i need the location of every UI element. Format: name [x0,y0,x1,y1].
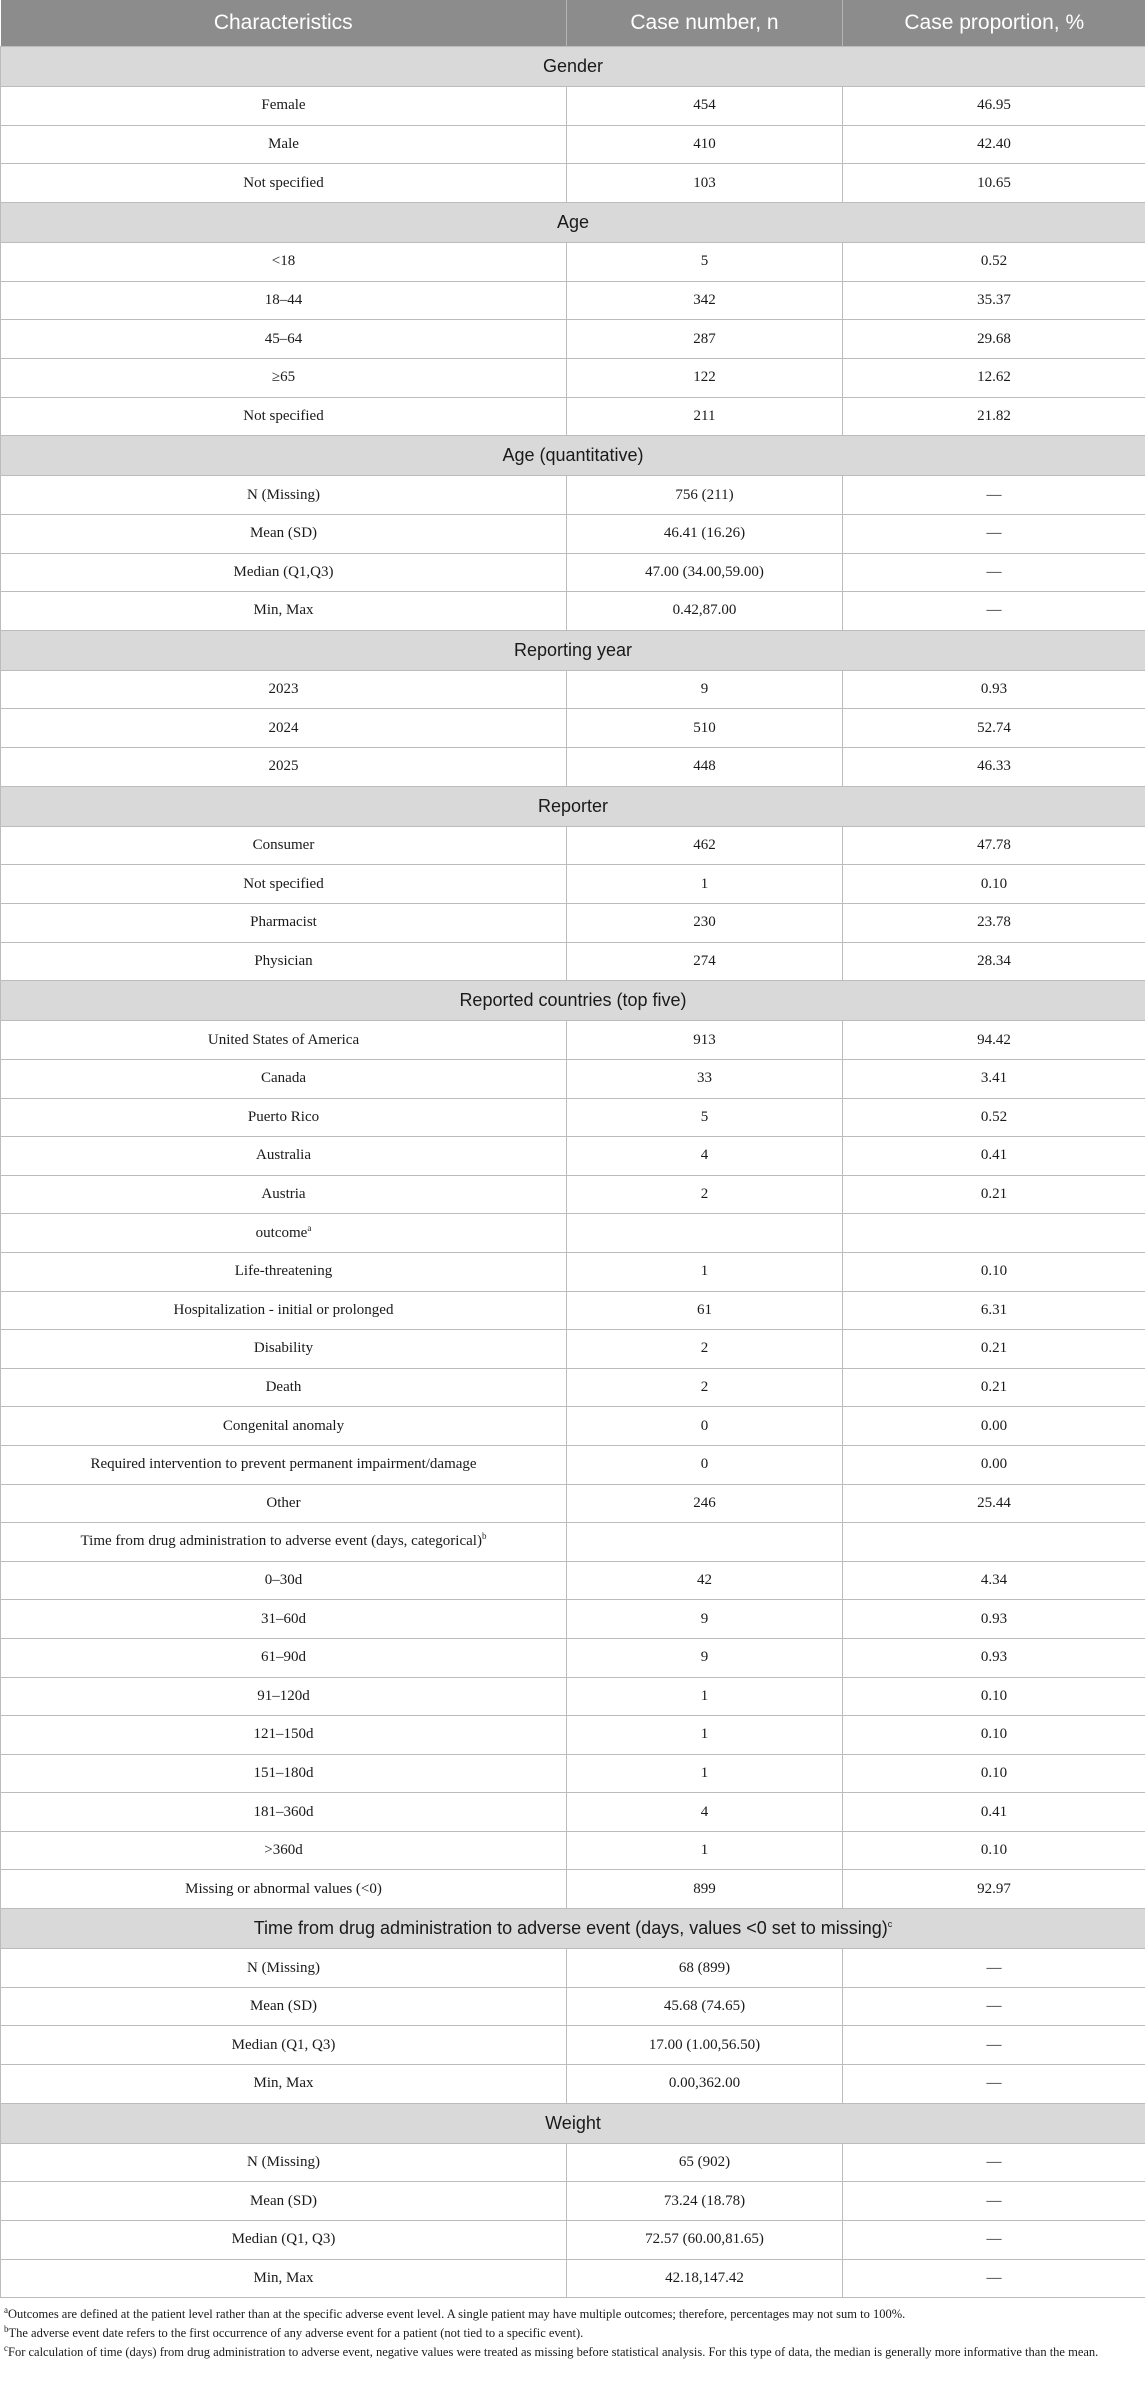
case-number-cell: 4 [567,1137,843,1176]
section-header-row [1,436,1145,476]
table-row [1,397,1145,436]
table-row [1,2259,1145,2298]
footnote-marker: b [481,1531,487,1542]
case-proportion-cell: 0.21 [843,1330,1145,1369]
section-title [1,981,1145,1021]
table-row [1,2221,1145,2260]
table-row [1,125,1145,164]
section-title-text: Age (quantitative) [502,445,644,466]
subheading-title [1,1214,567,1253]
case-proportion-cell: — [843,2259,1145,2298]
characteristic-cell: Hospitalization - initial or prolonged [1,1291,567,1330]
table-row [1,87,1145,126]
case-proportion-cell: 0.10 [843,1677,1145,1716]
characteristic-cell: <18 [1,243,567,282]
table-row [1,592,1145,631]
characteristic-cell: Missing or abnormal values (<0) [1,1870,567,1909]
table-row [1,1870,1145,1909]
case-proportion-cell: 0.21 [843,1368,1145,1407]
section-title [1,1909,1145,1949]
case-proportion-cell: 47.78 [843,826,1145,865]
subheading-title-text: outcome [255,1224,308,1241]
characteristic-cell: Life-threatening [1,1252,567,1291]
case-number-cell: 0 [567,1445,843,1484]
characteristic-cell: N (Missing) [1,2143,567,2182]
characteristic-cell: Pharmacist [1,904,567,943]
table-row [1,1831,1145,1870]
table-header-row [1,0,1145,47]
table-row [1,1098,1145,1137]
case-number-cell: 42 [567,1561,843,1600]
case-proportion-cell: 0.93 [843,1638,1145,1677]
characteristic-cell: Female [1,87,567,126]
case-proportion-cell: 25.44 [843,1484,1145,1523]
case-number-cell: 5 [567,1098,843,1137]
table-row [1,320,1145,359]
case-proportion-cell: 23.78 [843,904,1145,943]
characteristic-cell: 121–150d [1,1716,567,1755]
characteristic-cell: >360d [1,1831,567,1870]
footnote [4,2344,1141,2361]
case-proportion-cell: — [843,2026,1145,2065]
characteristic-cell: Mean (SD) [1,1987,567,2026]
case-number-cell: 211 [567,397,843,436]
case-proportion-cell: — [843,514,1145,553]
case-proportion-cell: 29.68 [843,320,1145,359]
characteristic-cell: 2024 [1,709,567,748]
case-proportion-cell: 4.34 [843,1561,1145,1600]
case-number-cell: 46.41 (16.26) [567,514,843,553]
table-row [1,1600,1145,1639]
table-row [1,2143,1145,2182]
footnotes [0,2298,1145,2361]
case-proportion-cell: 94.42 [843,1021,1145,1060]
case-number-cell: 0.00,362.00 [567,2065,843,2104]
characteristic-cell: Median (Q1,Q3) [1,553,567,592]
table-row [1,164,1145,203]
characteristic-cell: 61–90d [1,1638,567,1677]
characteristic-cell: Mean (SD) [1,514,567,553]
section-title-text: Time from drug administration to adverse event (days, values <0 set to missing) [253,1918,888,1939]
case-number-cell: 61 [567,1291,843,1330]
characteristic-cell: Physician [1,942,567,981]
case-number-cell: 122 [567,358,843,397]
table-row [1,1677,1145,1716]
characteristic-cell: Disability [1,1330,567,1369]
case-proportion-cell: 0.41 [843,1793,1145,1832]
case-number-cell: 1 [567,1831,843,1870]
table-body [1,47,1145,2298]
footnote [4,2325,1141,2342]
case-proportion-cell: 0.00 [843,1445,1145,1484]
case-proportion-cell: 42.40 [843,125,1145,164]
case-proportion-cell: 0.52 [843,243,1145,282]
case-proportion-cell: 0.00 [843,1407,1145,1446]
case-number-cell: 913 [567,1021,843,1060]
case-proportion-cell: — [843,2221,1145,2260]
characteristic-cell: United States of America [1,1021,567,1060]
table-row [1,1793,1145,1832]
subheading-row [1,1523,1145,1562]
case-proportion-cell: 0.10 [843,865,1145,904]
table-row [1,709,1145,748]
case-proportion-cell: — [843,2143,1145,2182]
section-title-text: Reporting year [513,639,633,660]
characteristic-cell: 151–180d [1,1754,567,1793]
characteristic-cell: Mean (SD) [1,2182,567,2221]
footnote-text: Outcomes are defined at the patient level rather than at the specific adverse event level. A single patient may have multiple outcomes; therefore, percentages may not sum to 100%. [8,2307,906,2322]
header-characteristics: Characteristics [1,0,567,47]
table-row [1,1368,1145,1407]
table-row [1,1407,1145,1446]
table-row [1,476,1145,515]
characteristic-cell: ≥65 [1,358,567,397]
case-proportion-cell: 6.31 [843,1291,1145,1330]
case-number-cell: 510 [567,709,843,748]
section-title-text: Reported countries (top five) [459,990,687,1011]
case-proportion-cell: — [843,2182,1145,2221]
table-row [1,1716,1145,1755]
subheading-title-text: Time from drug administration to adverse event (days, categorical) [80,1533,482,1550]
table-row [1,865,1145,904]
table-row [1,2065,1145,2104]
footnote-marker: c [4,2343,8,2354]
footnote [4,2306,1141,2323]
case-number-cell: 1 [567,1252,843,1291]
characteristic-cell: N (Missing) [1,1949,567,1988]
case-number-cell: 756 (211) [567,476,843,515]
section-title-text: Gender [542,56,604,77]
case-proportion-cell: 0.93 [843,1600,1145,1639]
characteristic-cell: Congenital anomaly [1,1407,567,1446]
case-number-cell: 1 [567,1716,843,1755]
case-number-cell: 1 [567,1754,843,1793]
footnote-text: The adverse event date refers to the first occurrence of any adverse event for a patient (not tied to a specific event). [8,2326,584,2341]
case-number-cell: 287 [567,320,843,359]
characteristic-cell: Death [1,1368,567,1407]
case-proportion-cell: — [843,592,1145,631]
case-number-cell: 2 [567,1368,843,1407]
case-proportion-cell: 92.97 [843,1870,1145,1909]
characteristic-cell: Not specified [1,164,567,203]
characteristic-cell: 2025 [1,748,567,787]
table-row [1,1060,1145,1099]
case-number-cell: 342 [567,281,843,320]
case-number-cell: 2 [567,1175,843,1214]
characteristic-cell: Not specified [1,397,567,436]
characteristic-cell: Median (Q1, Q3) [1,2221,567,2260]
case-number-cell: 4 [567,1793,843,1832]
case-proportion-cell: 12.62 [843,358,1145,397]
table-row [1,1252,1145,1291]
case-number-cell: 462 [567,826,843,865]
section-header-row [1,981,1145,1021]
table-row [1,1754,1145,1793]
case-number-cell: 9 [567,1600,843,1639]
case-proportion-cell: 46.33 [843,748,1145,787]
case-number-cell: 0.42,87.00 [567,592,843,631]
case-proportion-cell: — [843,2065,1145,2104]
table-row [1,1330,1145,1369]
characteristic-cell: Min, Max [1,592,567,631]
table-row [1,514,1145,553]
case-proportion-cell: 0.10 [843,1716,1145,1755]
characteristic-cell: Australia [1,1137,567,1176]
case-proportion-cell: — [843,553,1145,592]
case-number-cell: 899 [567,1870,843,1909]
section-header-row [1,202,1145,242]
case-number-cell: 73.24 (18.78) [567,2182,843,2221]
case-proportion-cell: 0.93 [843,670,1145,709]
table-row [1,281,1145,320]
case-proportion-cell: 35.37 [843,281,1145,320]
header-case-number: Case number, n [567,0,843,47]
section-title [1,202,1145,242]
table-row [1,1175,1145,1214]
case-proportion-cell: 10.65 [843,164,1145,203]
case-number-cell: 1 [567,1677,843,1716]
footnote-marker: c [887,1919,893,1930]
characteristic-cell: Austria [1,1175,567,1214]
section-header-row [1,47,1145,87]
case-number-cell: 9 [567,1638,843,1677]
table-row [1,2182,1145,2221]
case-number-cell: 448 [567,748,843,787]
section-header-row [1,630,1145,670]
table-row [1,1561,1145,1600]
characteristic-cell: Median (Q1, Q3) [1,2026,567,2065]
footnote-marker: a [4,2305,8,2316]
characteristic-cell: Canada [1,1060,567,1099]
characteristic-cell: Puerto Rico [1,1098,567,1137]
case-proportion-cell: 46.95 [843,87,1145,126]
case-number-cell: 17.00 (1.00,56.50) [567,2026,843,2065]
table-row [1,1291,1145,1330]
case-proportion-cell: — [843,1987,1145,2026]
header-case-proportion: Case proportion, % [843,0,1145,47]
case-number-cell: 9 [567,670,843,709]
characteristic-cell: Min, Max [1,2065,567,2104]
table-row [1,1137,1145,1176]
case-proportion-cell: 0.41 [843,1137,1145,1176]
subheading-row [1,1214,1145,1253]
table-row [1,243,1145,282]
section-header-row [1,2103,1145,2143]
table-row [1,1987,1145,2026]
characteristic-cell: 91–120d [1,1677,567,1716]
table-row [1,904,1145,943]
case-proportion-cell: — [843,1949,1145,1988]
footnote-marker: a [307,1222,312,1233]
characteristic-cell: 18–44 [1,281,567,320]
characteristic-cell: 181–360d [1,1793,567,1832]
table-row [1,826,1145,865]
case-proportion-cell: 0.21 [843,1175,1145,1214]
case-proportion-cell: 21.82 [843,397,1145,436]
case-proportion-cell: 3.41 [843,1060,1145,1099]
characteristic-cell: 2023 [1,670,567,709]
section-title-text: Age [556,212,590,233]
case-proportion-cell: — [843,476,1145,515]
table-row [1,942,1145,981]
case-number-cell: 42.18,147.42 [567,2259,843,2298]
section-title [1,47,1145,87]
characteristic-cell: 31–60d [1,1600,567,1639]
section-title [1,630,1145,670]
section-header-row [1,1909,1145,1949]
table-row [1,2026,1145,2065]
section-header-row [1,786,1145,826]
characteristic-cell: 0–30d [1,1561,567,1600]
characteristic-cell: N (Missing) [1,476,567,515]
case-number-cell: 65 (902) [567,2143,843,2182]
footnote-text: For calculation of time (days) from drug administration to adverse event, negative values were treated as missing before statistical analysis. For this type of data, the median is generally more informative than the mean. [8,2345,1099,2360]
table-row [1,358,1145,397]
table-row [1,553,1145,592]
characteristic-cell: 45–64 [1,320,567,359]
case-number-cell: 410 [567,125,843,164]
subheading-title [1,1523,567,1562]
table-row [1,1021,1145,1060]
section-title-text: Reporter [537,795,609,816]
empty-cell [843,1214,1145,1253]
characteristic-cell: Required intervention to prevent permanent impairment/damage [1,1445,567,1484]
empty-cell [843,1523,1145,1562]
case-number-cell: 33 [567,1060,843,1099]
case-number-cell: 103 [567,164,843,203]
characteristic-cell: Male [1,125,567,164]
table-row [1,1949,1145,1988]
table-row [1,1638,1145,1677]
table-row [1,748,1145,787]
case-number-cell: 45.68 (74.65) [567,1987,843,2026]
case-number-cell: 1 [567,865,843,904]
case-number-cell: 5 [567,243,843,282]
case-proportion-cell: 28.34 [843,942,1145,981]
case-number-cell: 230 [567,904,843,943]
table-row [1,1484,1145,1523]
section-title-text: Weight [545,2112,601,2133]
case-proportion-cell: 52.74 [843,709,1145,748]
characteristic-cell: Consumer [1,826,567,865]
case-number-cell: 68 (899) [567,1949,843,1988]
case-proportion-cell: 0.10 [843,1754,1145,1793]
case-number-cell: 47.00 (34.00,59.00) [567,553,843,592]
section-title [1,786,1145,826]
characteristic-cell: Other [1,1484,567,1523]
case-proportion-cell: 0.10 [843,1831,1145,1870]
case-number-cell: 72.57 (60.00,81.65) [567,2221,843,2260]
table-row [1,670,1145,709]
case-number-cell: 2 [567,1330,843,1369]
characteristic-cell: Min, Max [1,2259,567,2298]
case-proportion-cell: 0.10 [843,1252,1145,1291]
case-number-cell: 454 [567,87,843,126]
case-number-cell: 274 [567,942,843,981]
case-proportion-cell: 0.52 [843,1098,1145,1137]
section-title [1,2103,1145,2143]
table-row [1,1445,1145,1484]
empty-cell [567,1214,843,1253]
empty-cell [567,1523,843,1562]
section-title [1,436,1145,476]
case-number-cell: 0 [567,1407,843,1446]
case-number-cell: 246 [567,1484,843,1523]
characteristic-cell: Not specified [1,865,567,904]
footnote-marker: b [4,2324,9,2335]
